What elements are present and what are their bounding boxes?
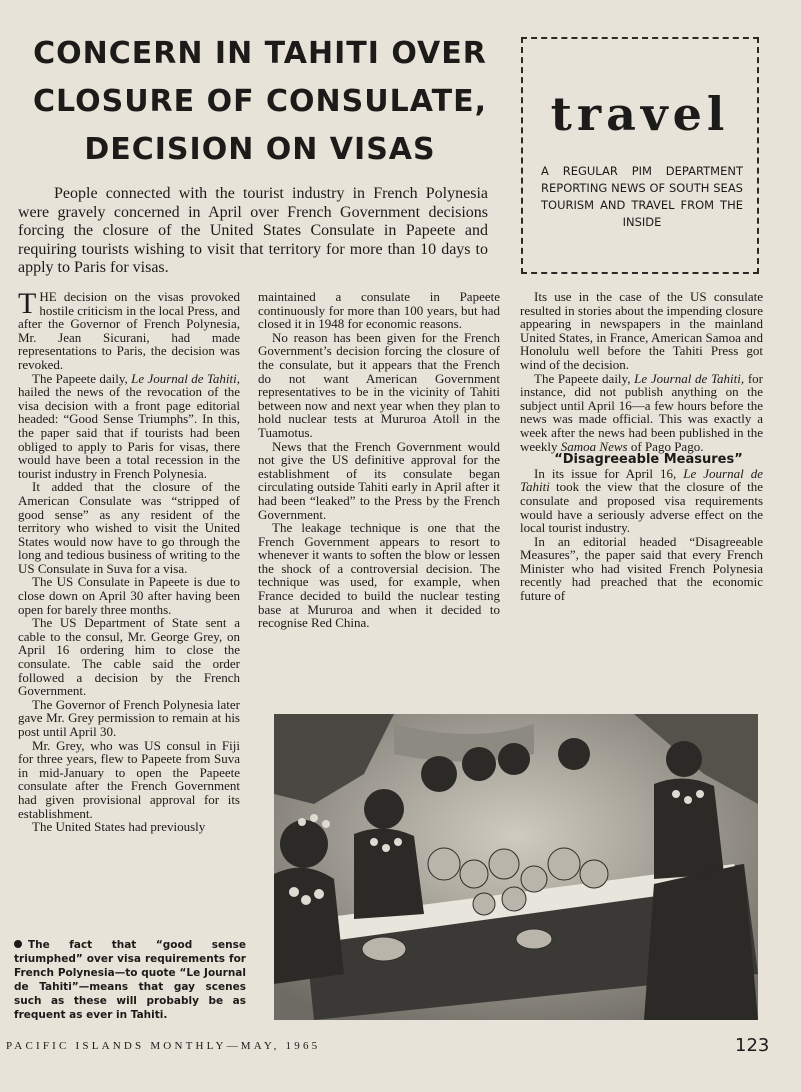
paragraph: In its issue for April 16, Le Journal de Tahiti took the view that the closure of the consulate and proposed visa requirements would have a seriously adverse effect on the local tourist industry. — [520, 465, 763, 536]
paragraph: maintained a consulate in Papeete continuously for more than 100 years, but had closed it in 1948 for economic reasons. — [258, 289, 500, 332]
article-column-1 — [18, 287, 240, 835]
paragraph: News that the French Government would not give the US definitive approval for the establishment of its consulate began circulating outside Tahiti early in April after it had been “leaked” to the Press by the French Government. — [258, 438, 500, 522]
bullet-icon — [14, 940, 22, 948]
paragraph: The US Consulate in Papeete is due to close down on April 30 after having been open for barely three months. — [18, 574, 240, 617]
subheading: “Disagreeable Measures” — [554, 452, 743, 468]
article-column-3 — [520, 290, 763, 603]
page-number: 123 — [735, 1035, 770, 1056]
photo-caption: The fact that “good sense triumphed” over visa requirements for French Polynesia—to quote “Le Journal de Tahiti”—means that gay scenes such as these will probably be as frequent as ever in Tahiti. — [14, 939, 246, 1021]
drop-cap: T — [18, 287, 37, 320]
paragraph: The United States had previously — [32, 819, 206, 835]
paragraph: In an editorial headed “Disagreeable Measures”, the paper said that every French Minister who had visited French Polynesia recently had preached that the economic future of — [520, 533, 763, 604]
publication-footer: PACIFIC ISLANDS MONTHLY—MAY, 1965 — [6, 1040, 321, 1052]
paragraph: The Papeete daily, Le Journal de Tahiti, hailed the news of the revocation of the visa decision with a front page editorial headed: “Good Sense Triumphs”. In this, the paper said that if tourists had been obliged to apply to Paris for visas, there would have been a total recession in the tourist industry in French Polynesia. — [18, 370, 240, 481]
newspaper-name: Le Journal de Tahiti, — [131, 370, 240, 386]
photo-illustration — [274, 714, 758, 1020]
paragraph: Mr. Grey, who was US consul in Fiji for three years, flew to Papeete from Suva in mid-January to open the Papeete consulate after the French Government had given provisional approval for its establishment. — [18, 737, 240, 821]
paragraph: It added that the closure of the American Consulate was “stripped of good sense” as any resident of the territory who wished to visit the United States would now have to go through the long and tedious business of writing to the US Consulate in Suva for a visa. — [18, 479, 240, 576]
paragraph: No reason has been given for the French Government’s decision forcing the closure of the consulate, but it appears that the French do not want American Government representatives to be in the vicinity of Tahiti between now and next year when they plan to hold nuclear tests at Mururoa Atoll in the Tuamotus. — [258, 329, 500, 440]
lede-paragraph: People connected with the tourist industry in French Polynesia were gravely concerned in April over French Government decisions forcing the closure of the United States Consulate in Papeete and requiring tourists wishing to visit that territory for more than 10 days to apply to Paris for visas. — [18, 185, 488, 276]
travel-department-box — [521, 37, 759, 274]
paragraph: The US Department of State sent a cable to the consul, Mr. George Grey, on April 16 ordering him to close the consulate. The cable said the order followed a decision by the French Government. — [18, 615, 240, 699]
paragraph: THE decision on the visas provoked hostile criticism in the local Press, and after the Governor of French Polynesia, Mr. Jean Sicurani, had made representations to Paris, the decision was revoked. — [18, 287, 240, 372]
paragraph: The Papeete daily, Le Journal de Tahiti, for instance, did not publish anything on the subject until April 16—a few hours before the news was made official. This was exactly a week after the news had been published in the weekly Samoa News of Pago Pago. — [520, 370, 763, 454]
article-column-2 — [258, 290, 500, 630]
paragraph: The leakage technique is one that the French Government appears to resort to whenever it wants to soften the blow or lessen the shock of a controversial decision. The technique was used, for example, when France decided to build the nuclear testing base at Mururoa and when it decided to recognise Red China. — [258, 520, 500, 631]
travel-title: travel — [550, 87, 730, 141]
newspaper-name: Samoa News — [560, 438, 628, 454]
travel-description: A REGULAR PIM DEPARTMENT REPORTING NEWS OF SOUTH SEAS TOURISM AND TRAVEL FROM THE INSIDE — [541, 164, 743, 229]
feast-photograph — [274, 714, 758, 1020]
paragraph: Its use in the case of the US consulate resulted in stories about the impending closure appearing in newspapers in the mainland United States, in France, American Samoa and Honolulu well before the Tahiti Press got wind of the decision. — [520, 289, 763, 372]
newspaper-name: Le Journal de Tahiti — [520, 465, 763, 495]
headline: CONCERN IN TAHITI OVER CLOSURE OF CONSULATE, DECISION ON VISAS — [33, 36, 487, 167]
newspaper-name: Le Journal de Tahiti, — [634, 370, 745, 386]
paragraph: The Governor of French Polynesia later gave Mr. Grey permission to remain at his post until April 30. — [18, 696, 240, 739]
